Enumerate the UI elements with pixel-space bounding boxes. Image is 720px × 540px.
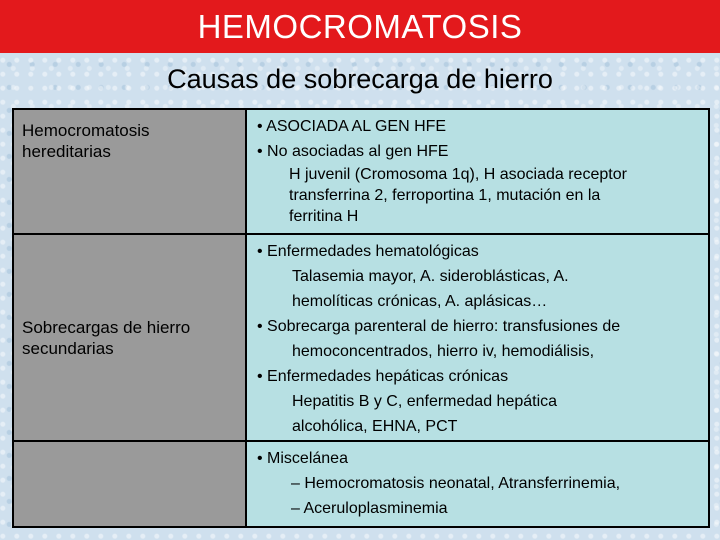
row-label-misc bbox=[13, 441, 246, 527]
sub-item: ferritina H bbox=[289, 208, 359, 225]
sub-item: alcohólica, EHNA, PCT bbox=[292, 418, 458, 435]
sub-item: H juvenil (Cromosoma 1q), H asociada receptor bbox=[289, 166, 627, 183]
bullet-item: • Miscelánea bbox=[257, 450, 348, 467]
bullet-item: • Sobrecarga parenteral de hierro: transfusiones de bbox=[257, 318, 621, 335]
row-label-secondary bbox=[13, 234, 246, 441]
row-content-secondary bbox=[246, 234, 709, 441]
sub-item: hemoconcentrados, hierro iv, hemodiálisis, bbox=[292, 343, 595, 360]
row-content-hereditary bbox=[246, 109, 709, 234]
sub-item: transferrina 2, ferroportina 1, mutación en la bbox=[289, 187, 601, 204]
row-content-misc bbox=[246, 441, 709, 527]
sub-item: – Aceruloplasminemia bbox=[291, 500, 448, 517]
sub-item: Talasemia mayor, A. sideroblásticas, A. bbox=[292, 268, 569, 285]
bullet-item: • No asociadas al gen HFE bbox=[257, 143, 449, 160]
bullet-item: • ASOCIADA AL GEN HFE bbox=[257, 118, 447, 135]
sub-item: – Hemocromatosis neonatal, Atransferrinemia, bbox=[291, 475, 621, 492]
sub-item: Hepatitis B y C, enfermedad hepática bbox=[292, 393, 558, 410]
row-label-text: Hemocromatosis hereditarias bbox=[22, 121, 150, 161]
slide-title: HEMOCROMATOSIS bbox=[197, 7, 523, 45]
bullet-item: • Enfermedades hematológicas bbox=[257, 243, 479, 260]
slide-title-bar bbox=[0, 0, 720, 53]
causes-table bbox=[12, 108, 710, 528]
row-label-text: Sobrecargas de hierro secundarias bbox=[22, 317, 191, 358]
slide-subtitle: Causas de sobrecarga de hierro bbox=[167, 64, 553, 94]
row-label-hereditary bbox=[13, 109, 246, 234]
sub-item: hemolíticas crónicas, A. aplásicas… bbox=[292, 293, 548, 310]
bullet-item: • Enfermedades hepáticas crónicas bbox=[257, 368, 509, 385]
